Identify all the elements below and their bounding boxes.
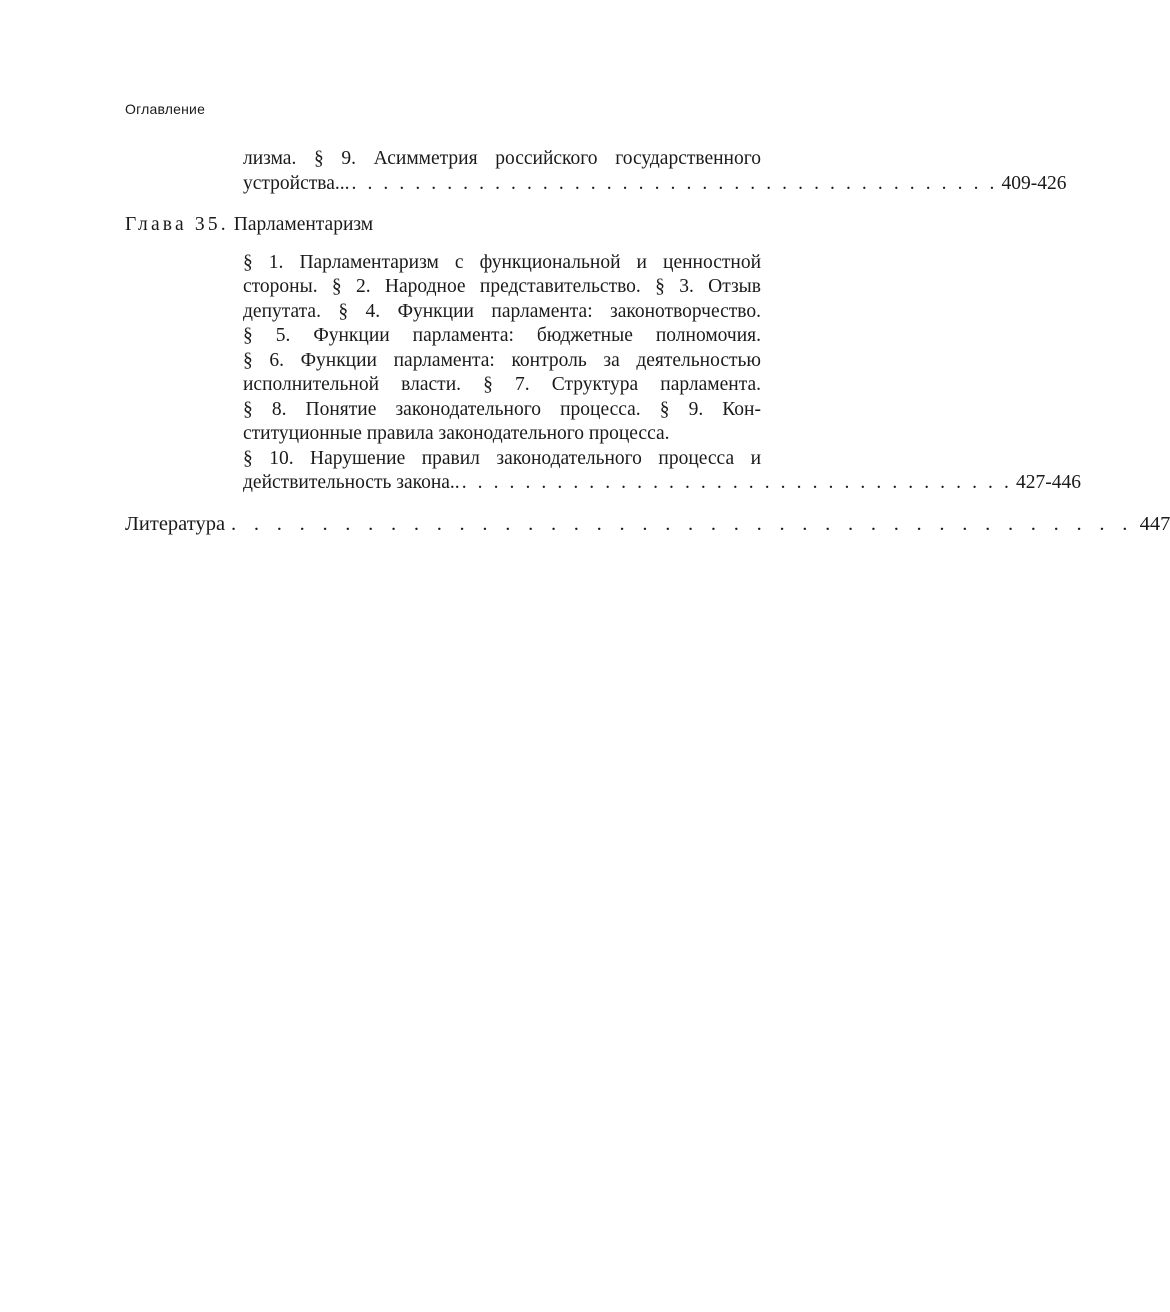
toc-entry-line xyxy=(243,447,761,472)
toc-entry-last-line xyxy=(243,471,1081,496)
toc-entry-line xyxy=(243,275,761,300)
toc-entry-continued xyxy=(243,147,1067,196)
page-number: 447 xyxy=(1139,512,1170,535)
dot-leader: . . . . . . . . . . . . . . . . . . . . . . . . . . . . . . . . . . . . . . . . . xyxy=(351,172,998,194)
table-of-contents xyxy=(125,147,1170,536)
toc-entry-line xyxy=(243,324,761,349)
toc-entry-line xyxy=(243,147,761,172)
toc-entry-text: § 6. Функции парламента: контроль за деятельностью xyxy=(243,349,761,371)
toc-entry-line xyxy=(243,422,761,447)
toc-entry-text: стороны. § 2. Народное представительство. § 3. Отзыв xyxy=(243,276,761,297)
toc-entry-text: § 5. Функции парламента: бюджетные полномочия. xyxy=(243,325,761,346)
toc-entry-text: действительность закона.. xyxy=(243,472,460,493)
page-range: 427-446 xyxy=(1015,472,1081,493)
toc-entry-literature xyxy=(125,512,1170,537)
toc-entry-text: § 10. Нарушение правил законодательного процесса и xyxy=(243,447,761,469)
literature-label: Литература xyxy=(125,512,226,535)
toc-entry-text: исполнительной власти. § 7. Структура парламента. xyxy=(243,374,761,395)
toc-entry-last-line xyxy=(243,172,1067,197)
page-range: 409-426 xyxy=(1001,172,1067,194)
toc-entry-line xyxy=(243,251,761,276)
running-head: Оглавление xyxy=(125,101,206,117)
toc-entry-text: устройства... xyxy=(243,172,350,194)
chapter-heading xyxy=(125,213,761,238)
toc-entry-text: § 8. Понятие законодательного процесса. § 9. Кон- xyxy=(243,398,761,420)
dot-leader: . . . . . . . . . . . . . . . . . . . . . . . . . . . . . . . . . . . . . . . . xyxy=(231,512,1134,535)
toc-entry-text: депутата. § 4. Функции парламента: законотворчество. xyxy=(243,300,761,322)
toc-entry-line xyxy=(243,398,761,423)
chapter-title: Парламентаризм xyxy=(233,214,374,235)
toc-entry-line xyxy=(243,373,761,398)
toc-entry-line xyxy=(243,300,761,325)
toc-entry-line xyxy=(243,349,761,374)
toc-entry-chapter-35 xyxy=(243,251,1081,496)
toc-entry-text: лизма. § 9. Асимметрия российского государственного xyxy=(243,148,761,169)
toc-entry-text: § 1. Парламентаризм с функциональной и ценностной xyxy=(243,251,761,273)
chapter-label: Глава 35. xyxy=(125,214,229,235)
toc-entry-text: ституционные правила законодательного процесса. xyxy=(243,423,670,444)
dot-leader: . . . . . . . . . . . . . . . . . . . . . . . . . . . . . . . . . . . xyxy=(461,472,1012,493)
